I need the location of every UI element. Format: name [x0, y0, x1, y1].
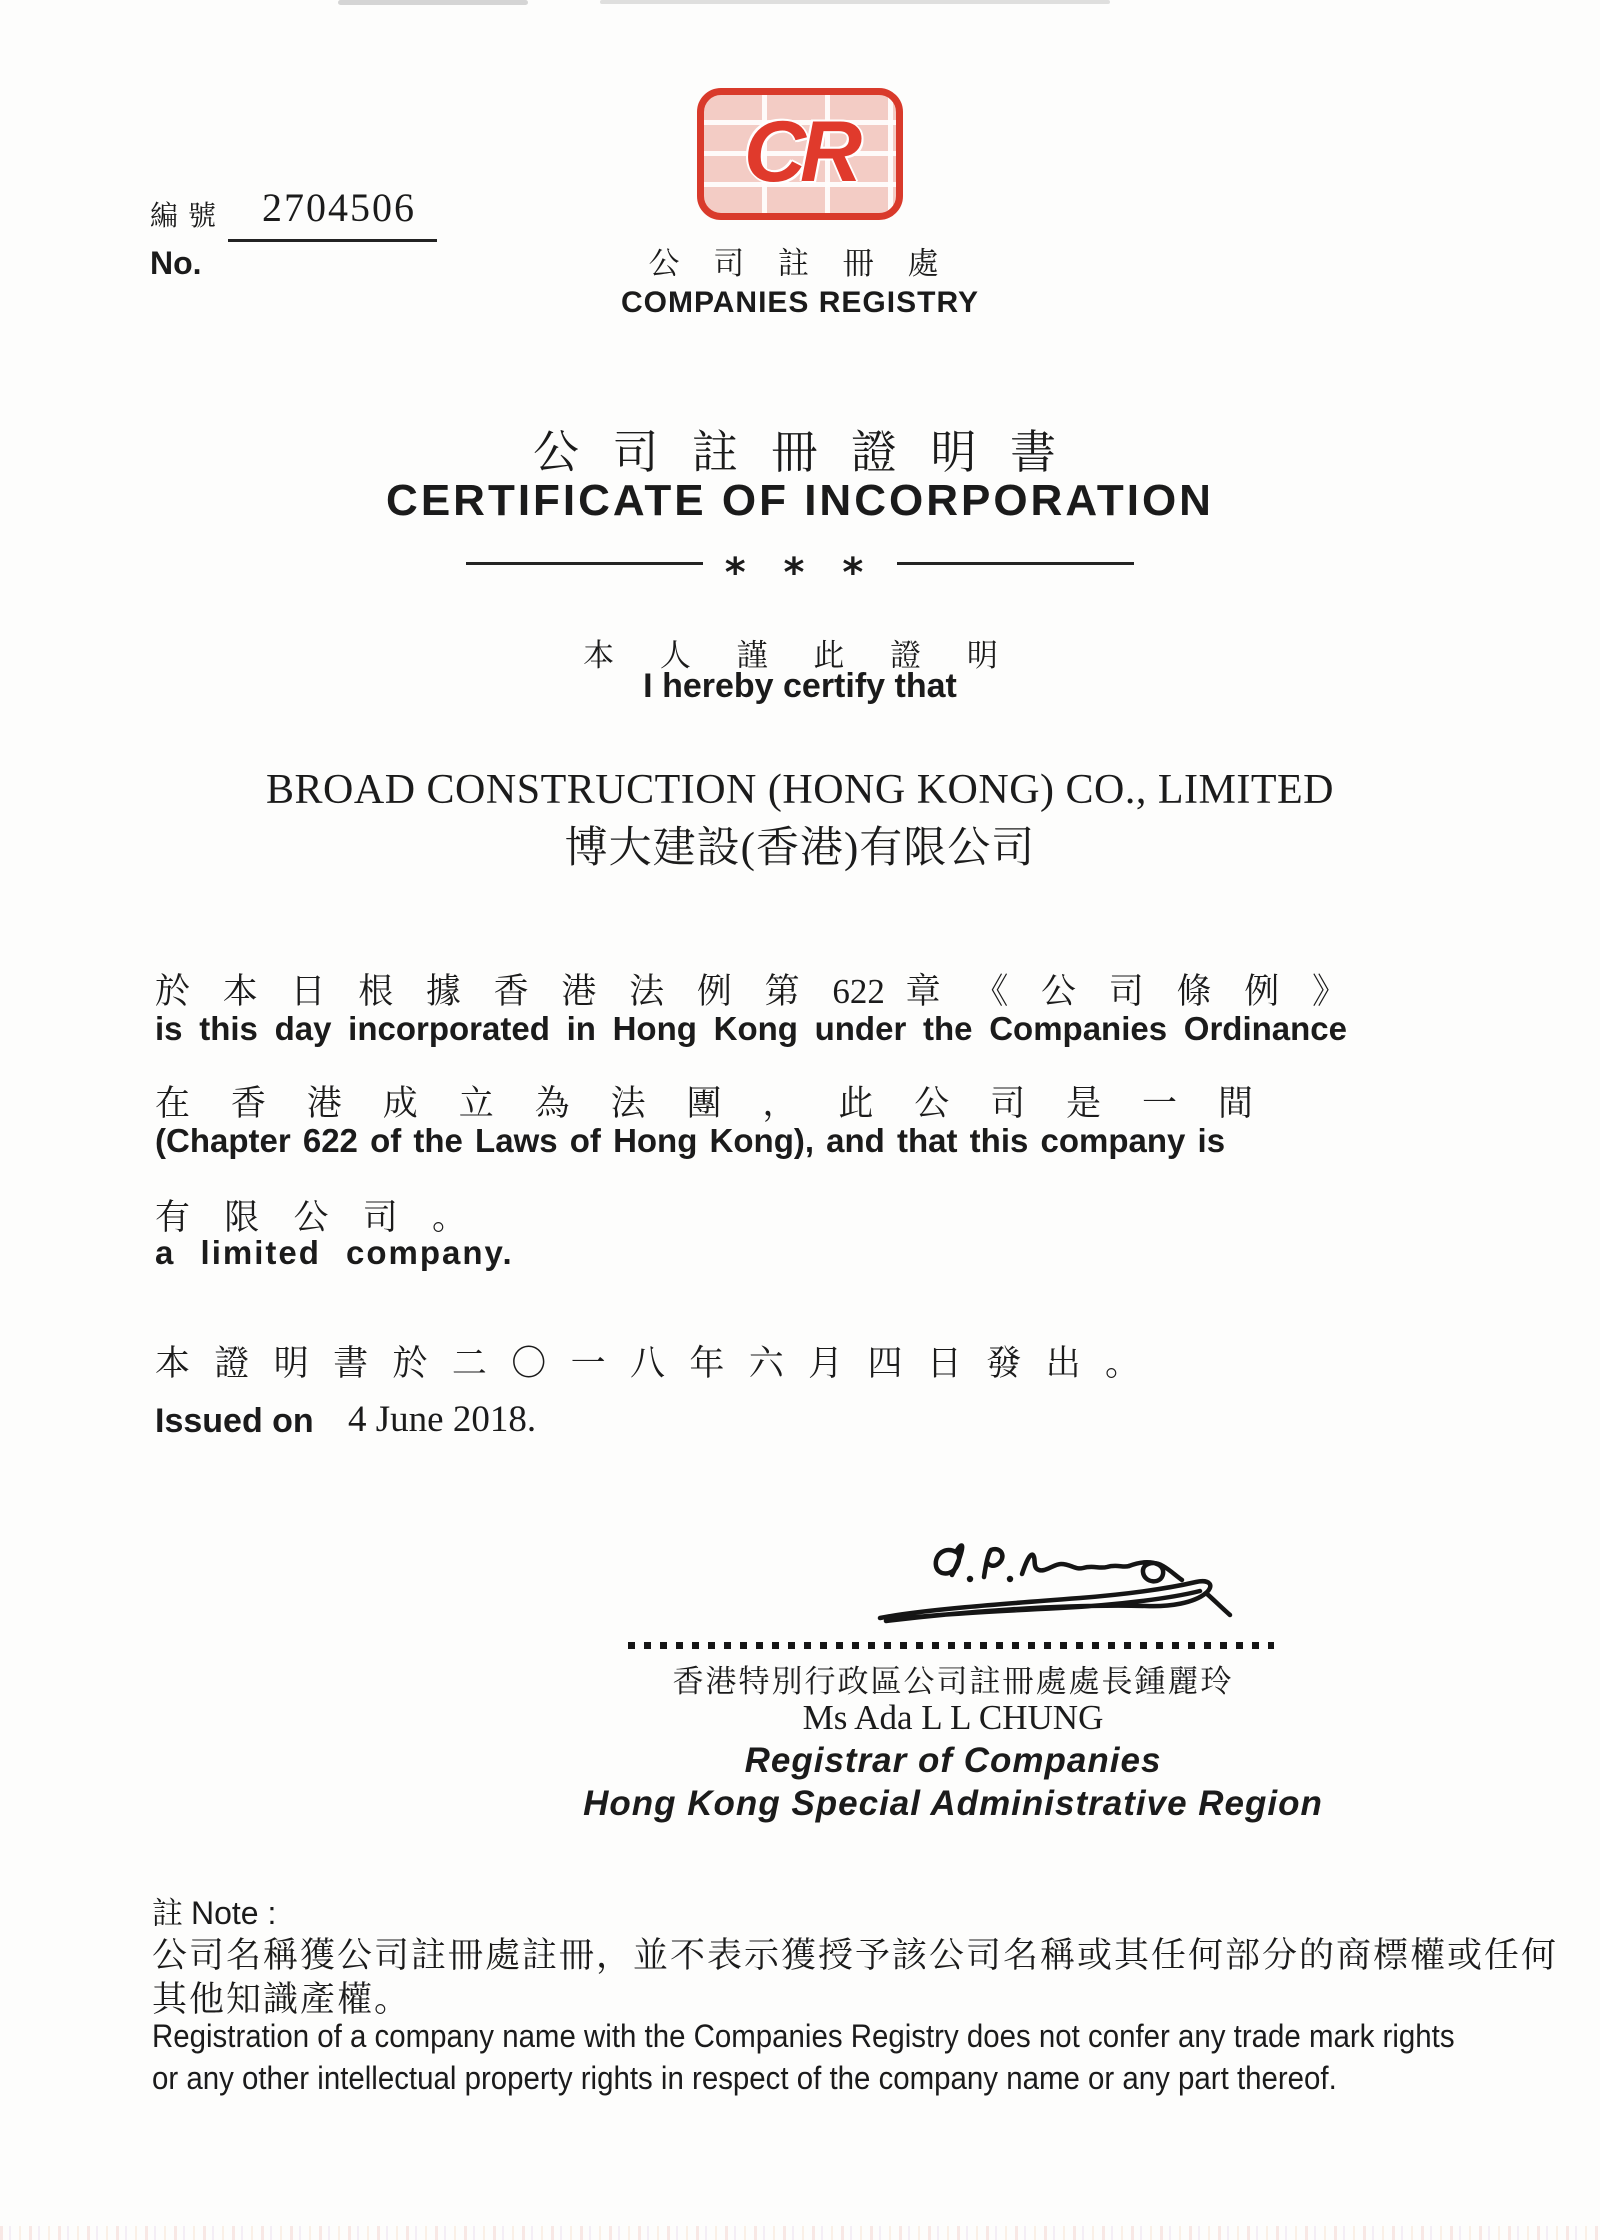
issue-date-value: 4 June 2018.: [348, 1399, 537, 1440]
registry-name-en: COMPANIES REGISTRY: [620, 286, 980, 319]
note-text-en-line2: or any other intellectual property rights in respect of the company name or any part thereof.: [152, 2060, 1337, 2096]
body-paragraph2-en: (Chapter 622 of the Laws of Hong Kong), and that this company is: [155, 1122, 1226, 1159]
registrar-signature: [860, 1522, 1250, 1652]
company-name-en: BROAD CONSTRUCTION (HONG KONG) CO., LIMITED: [266, 767, 1334, 813]
ref-number-label-cjk: 編號: [150, 201, 227, 232]
issued-on-label: Issued on: [155, 1402, 314, 1440]
cr-logo-text: CR: [743, 104, 857, 200]
registrar-name: Ms Ada L L CHUNG: [802, 1698, 1104, 1737]
body-paragraph3-en: a limited company.: [155, 1234, 514, 1271]
divider-stars: * * *: [724, 550, 876, 596]
note-label-en: Note :: [191, 1895, 277, 1931]
divider-line-left: [466, 562, 703, 565]
title-divider: [0, 540, 1600, 596]
document-title-cjk: 公 司 註 冊 證 明 書: [533, 427, 1067, 478]
body-paragraph1-en: is this day incorporated in Hong Kong under the Companies Ordinance: [155, 1010, 1347, 1047]
certify-statement-cjk: 本 人 謹 此 證 明: [583, 638, 1017, 673]
ref-number-value: 2704506: [262, 185, 416, 230]
body-paragraph2-cjk: 在 香 港 成 立 為 法 團 ， 此 公 司 是 一 間: [155, 1084, 1253, 1123]
ref-number-label-en: No.: [150, 245, 202, 281]
note-text-cjk-line2: 其他知識產權。: [152, 1980, 412, 2019]
scan-artifact-top: [338, 0, 528, 5]
companies-registry-logo: [697, 88, 903, 220]
note-text-cjk-line1: 公司名稱獲公司註冊處註冊，並不表示獲授予該公司名稱或其任何部分的商標權或任何: [152, 1936, 1559, 1975]
note-label-cjk: 註: [152, 1896, 183, 1931]
registrar-title-cjk: 香港特別行政區公司註冊處處長鍾麗玲: [672, 1664, 1234, 1699]
scan-artifact-bottom: [0, 2226, 1600, 2240]
signature-dotted-line: [628, 1642, 1274, 1649]
note-label: [152, 1888, 276, 1933]
registry-name-cjk: 公 司 註 冊 處: [648, 246, 952, 281]
registrar-title-en: Registrar of Companies: [744, 1741, 1162, 1780]
document-title-en: CERTIFICATE OF INCORPORATION: [386, 476, 1214, 525]
body-paragraph3-cjk: 有 限 公 司 。: [155, 1198, 467, 1237]
certify-statement-en: I hereby certify that: [643, 667, 957, 705]
company-name-cjk: 博大建設(香港)有限公司: [564, 825, 1036, 872]
registrar-region-en: Hong Kong Special Administrative Region: [583, 1784, 1323, 1823]
divider-line-right: [897, 562, 1134, 565]
scan-artifact-top: [600, 0, 1110, 4]
body-paragraph1-cjk: 於 本 日 根 據 香 港 法 例 第 622 章 《 公 司 條 例 》: [155, 972, 1347, 1011]
issue-statement-cjk: 本 證 明 書 於 二 〇 一 八 年 六 月 四 日 發 出 。: [155, 1344, 1140, 1383]
note-text-en-line1: Registration of a company name with the Companies Registry does not confer any trade mark rights: [152, 2018, 1455, 2054]
